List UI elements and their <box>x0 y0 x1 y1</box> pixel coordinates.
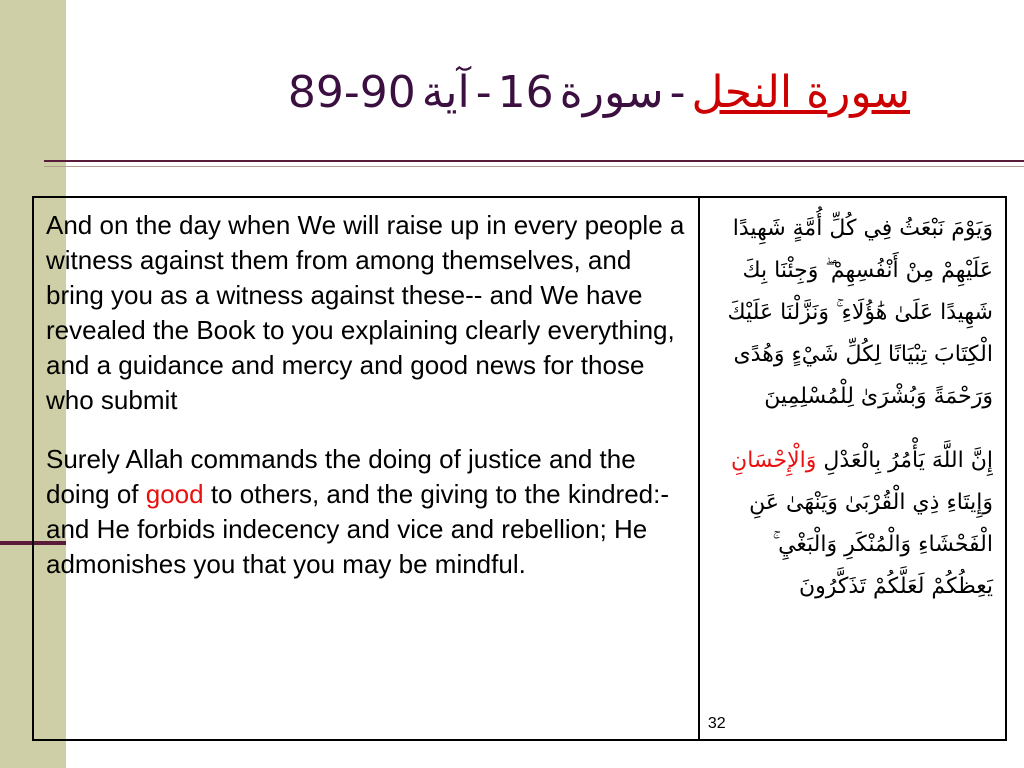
arabic-text-cell <box>699 197 1006 740</box>
title-surah-link[interactable]: سورة النحل <box>691 66 910 118</box>
highlighted-word-ihsan: وَالْإِحْسَانِ <box>731 448 817 473</box>
verse-90-arabic <box>712 440 993 608</box>
highlighted-word-good: good <box>145 479 204 509</box>
verse-89-english: And on the day when We will raise up in every people a witness against them from among themselves, and bring you as a witness against these-- and We have revealed the Book to you explaining clearly everything, and a guidance and mercy and good news for those who submit <box>46 210 685 415</box>
verse-90-arabic-start: إِنَّ اللَّهَ يَأْمُرُ بِالْعَدْلِ <box>823 448 993 473</box>
title-surah-word: سورة <box>559 66 664 118</box>
verse-90-arabic-end: وَإِيتَاءِ ذِي الْقُرْبَىٰ وَيَنْهَىٰ عَنِ الْفَحْشَاءِ وَالْمُنْكَرِ وَالْبَغْيِ ۚ يَعِظُكُمْ لَعَلَّكُمْ تَذَكَّرُونَ <box>749 490 993 599</box>
verses-table <box>32 196 1007 741</box>
title-ayah-word: آية <box>421 66 470 118</box>
title-separator: - <box>669 66 686 118</box>
english-translation-cell <box>33 197 699 740</box>
title-separator: - <box>475 66 492 118</box>
table-row <box>33 197 1006 740</box>
title-reference: 89-90 <box>287 66 416 118</box>
verse-90-english <box>46 442 686 582</box>
title-divider <box>44 160 1024 162</box>
title-divider-shadow <box>44 166 1024 167</box>
verse-90-english-end: to others, and the giving to the kindred:-and He forbids indecency and vice and rebellion; He admonishes you that you may be mindful. <box>46 479 669 579</box>
slide-number: 32 <box>707 715 726 732</box>
verse-90-english-start: Surely Allah commands the doing of justice and the doing of <box>46 444 636 509</box>
verse-89-arabic: وَيَوْمَ نَبْعَثُ فِي كُلِّ أُمَّةٍ شَهِيدًا عَلَيْهِمْ مِنْ أَنْفُسِهِمْ ۖ وَجِئْنَا بِكَ شَهِيدًا عَلَىٰ هَٰؤُلَاءِ ۚ وَنَزَّلْنَا عَلَيْكَ الْكِتَابَ تِبْيَانًا لِكُلِّ شَيْءٍ وَهُدًى وَرَحْمَةً وَبُشْرَىٰ لِلْمُسْلِمِينَ <box>727 216 993 409</box>
page-title <box>150 62 910 122</box>
title-surah-number: 16 <box>497 66 554 118</box>
